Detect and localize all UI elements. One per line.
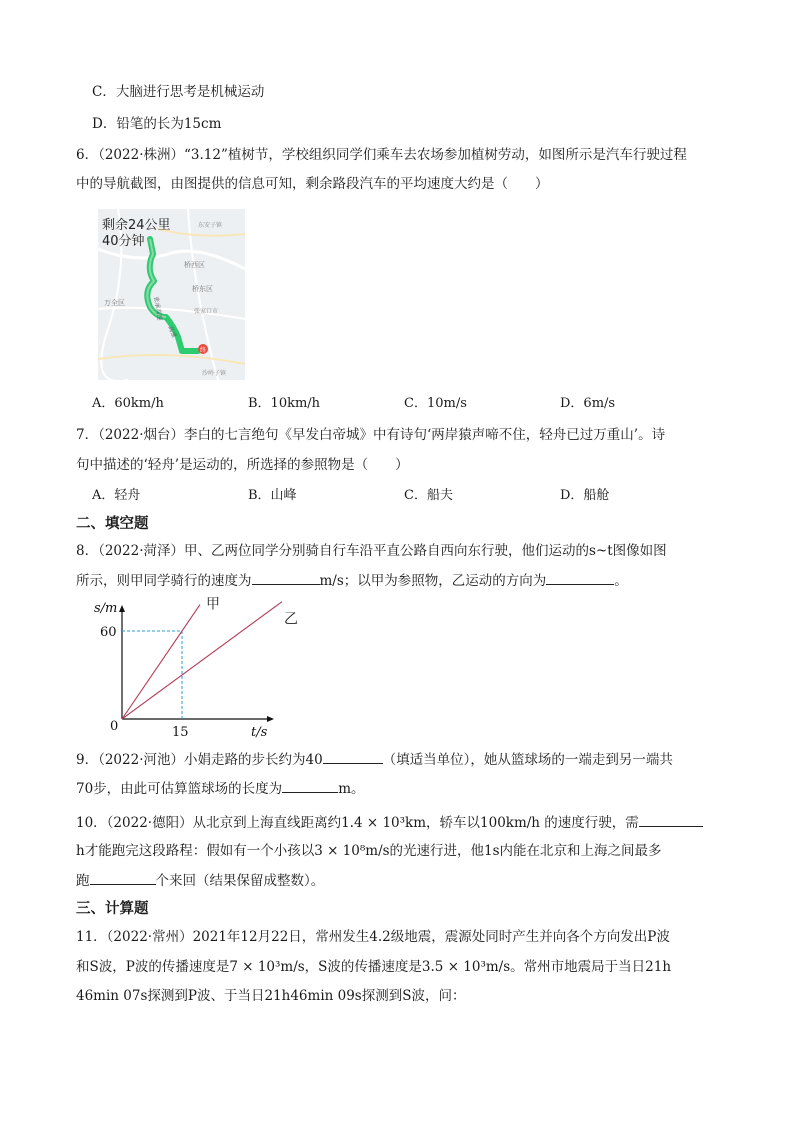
q7-option-b: B．山峰	[248, 488, 297, 503]
q7-text-line1: 7．（2022·烟台）李白的七言绝句《早发白帝城》中有诗句‘两岸猿声啼不住，轻舟已过万重山’。诗	[76, 427, 666, 443]
q9-text-part3: 70步，由此可估算篮球场的长度为	[76, 781, 283, 797]
q10-text-part3: 个来回（结果保留成整数）。	[155, 873, 325, 889]
y-axis-arrow-icon	[119, 605, 125, 612]
q10-text-line2: h才能跑完这段路程：假如有一个小孩以3 × 10⁸m/s的光速行进，他1s内能在北京和上海之间最多	[76, 843, 662, 859]
q10-text-line1	[76, 812, 703, 833]
y-axis-label: s/m	[94, 601, 118, 616]
q7-option-c: C．船夫	[404, 488, 453, 503]
section-title-calculation: 三、计算题	[76, 901, 149, 917]
q5-option-c: C．大脑进行思考是机械运动	[92, 84, 265, 100]
q8-text-part3: 。	[614, 573, 628, 589]
q10-text-part1: 10．（2022·德阳）从北京到上海直线距离约1.4 × 10³km，轿车以100km/h 的速度行驶，需	[76, 815, 639, 831]
q6-text-line1: 6．（2022·株洲）“3.12”植树节，学校组织同学们乘车去农场参加植树劳动，如图所示是汽车行驶过程	[76, 147, 687, 163]
x-axis-label: t/s	[251, 725, 268, 740]
q9-text-line1	[76, 749, 673, 770]
section-title-fill-in: 二、填空题	[76, 516, 149, 532]
st-graph	[92, 596, 298, 742]
q9-text-part2: （填适当单位），她从篮球场的一端走到另一端共	[382, 752, 673, 768]
q11-text-line3: 46min 07s探测到P波、于当日21h46min 09s探测到S波，问：	[76, 988, 466, 1004]
q9-blank-2[interactable]	[282, 778, 338, 793]
map-label-3: 桥东区	[192, 285, 213, 293]
q11-text-line2: 和S波，P波的传播速度是7 × 10³m/s，S波的传播速度是3.5 × 10³m/s。常州市地震局于当日21h	[76, 959, 672, 975]
q10-text-line3	[76, 870, 324, 891]
series-label-yi: 乙	[284, 611, 298, 628]
map-label-2: 桥西区	[184, 261, 205, 269]
q7-option-a: A．轻舟	[92, 488, 141, 503]
q8-text-line1: 8．（2022·菏泽）甲、乙两位同学分别骑自行车沿平直公路自西向东行驶，他们运动的s~t图像如图	[76, 543, 667, 559]
map-road-label-1: 张承高速	[152, 296, 164, 321]
q6-option-d: D．6m/s	[560, 396, 616, 411]
q11-text-line1: 11．（2022·常州）2021年12月22日，常州发生4.2级地震，震源处同时产生并向各个方向发出P波	[76, 929, 670, 945]
x-axis-arrow-icon	[267, 716, 274, 722]
series-line-yi	[122, 602, 282, 719]
map-remaining-distance: 剩余24公里	[102, 218, 171, 233]
q6-option-b: B．10km/h	[248, 396, 321, 411]
q10-text-part2: 跑	[76, 873, 90, 889]
q9-text-line2	[76, 778, 365, 799]
q9-text-part1: 9．（2022·河池）小娟走路的步长约为40	[76, 752, 323, 768]
map-remaining-time: 40分钟	[102, 234, 145, 249]
map-label-5: 张家口市	[194, 308, 219, 315]
q9-blank-1[interactable]	[323, 749, 383, 764]
q7-text-line2: 句中描述的‘轻舟’是运动的，所选择的参照物是（ ）	[76, 457, 409, 473]
q8-blank-2[interactable]	[546, 570, 614, 585]
series-line-jia	[122, 605, 200, 719]
q10-blank-1[interactable]	[639, 812, 703, 827]
q8-text-line2	[76, 570, 628, 591]
x-tick-label: 15	[172, 725, 189, 740]
q7-option-d: D．船舱	[560, 488, 610, 503]
q9-text-part4: m。	[338, 781, 365, 797]
navigation-map-image	[98, 209, 245, 380]
q6-text-line2: 中的导航截图，由图提供的信息可知，剩余路段汽车的平均速度大约是（ ）	[76, 176, 549, 192]
map-label-6: 沙岭子镇	[202, 370, 227, 377]
y-tick-label: 60	[100, 625, 117, 640]
q8-text-part2: m/s；以甲为参照物，乙运动的方向为	[319, 573, 547, 589]
map-road-label-2: 高速	[166, 324, 178, 339]
destination-pin-label: 终	[200, 347, 207, 354]
map-label-4: 万全区	[104, 299, 125, 307]
chart-series	[122, 602, 282, 719]
map-label-1: 东安子镇	[198, 222, 223, 229]
q6-option-c: C．10m/s	[404, 396, 467, 411]
q10-blank-2[interactable]	[90, 870, 156, 885]
q8-blank-1[interactable]	[252, 570, 320, 585]
q6-option-a: A．60km/h	[92, 396, 164, 411]
series-label-jia: 甲	[206, 596, 220, 613]
q8-text-part1: 所示，则甲同学骑行的速度为	[76, 573, 252, 589]
origin-label: 0	[110, 719, 119, 734]
map-svg	[98, 209, 245, 380]
q5-option-d: D．铅笔的长为15cm	[92, 116, 222, 132]
